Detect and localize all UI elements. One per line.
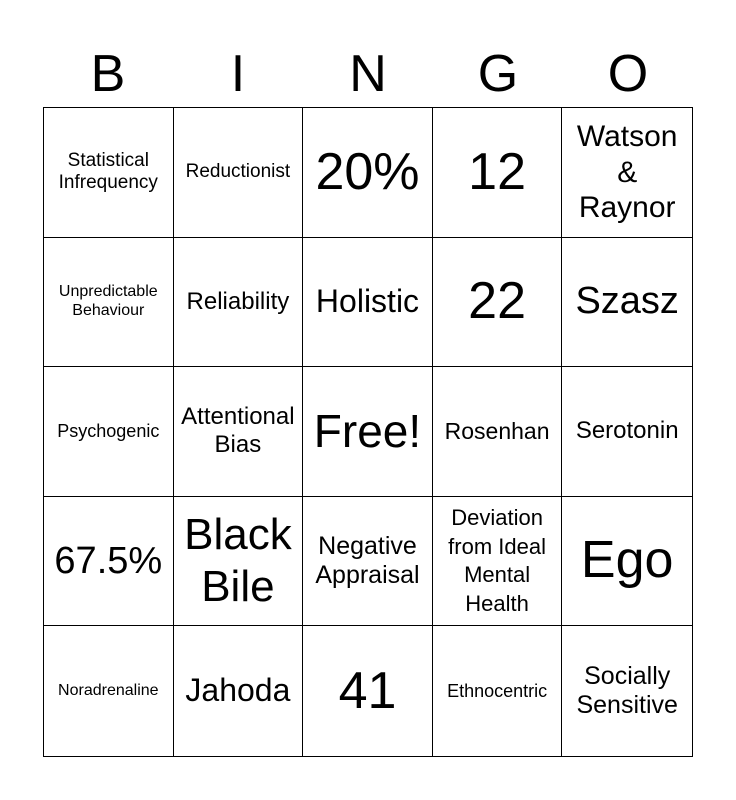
bingo-cell[interactable] <box>174 497 304 627</box>
cell-label: Negative Appraisal <box>315 531 420 590</box>
bingo-cell[interactable] <box>303 238 433 368</box>
cell-label: Ego <box>580 531 674 590</box>
cell-label: Noradrenaline <box>58 681 159 699</box>
bingo-cell[interactable] <box>44 238 174 368</box>
header-letter-n: N <box>349 45 387 103</box>
bingo-header <box>43 40 693 108</box>
cell-label: Attentional Bias <box>181 403 295 459</box>
cell-label: Ethnocentric <box>447 680 548 701</box>
header-letter-b: B <box>90 45 126 103</box>
bingo-cell[interactable] <box>562 626 692 756</box>
header-letter-i: I <box>230 45 246 103</box>
cell-label: Holistic <box>315 283 420 320</box>
bingo-cell[interactable] <box>303 108 433 238</box>
bingo-cell[interactable] <box>303 497 433 627</box>
bingo-cell[interactable] <box>44 497 174 627</box>
cell-label: 20% <box>315 142 420 201</box>
bingo-cell[interactable] <box>433 367 563 497</box>
free-space[interactable] <box>303 367 433 497</box>
cell-label: Psychogenic <box>57 420 160 441</box>
bingo-cell[interactable] <box>562 497 692 627</box>
bingo-cell[interactable] <box>562 367 692 497</box>
bingo-cell[interactable] <box>44 626 174 756</box>
cell-label: Szasz <box>575 280 679 323</box>
cell-label: Black Bile <box>184 510 292 612</box>
bingo-board <box>43 107 693 757</box>
bingo-cell[interactable] <box>174 626 304 756</box>
cell-label: 67.5% <box>54 539 163 582</box>
cell-label: Rosenhan <box>444 417 550 444</box>
cell-label: Deviation from Ideal Mental Health <box>448 504 546 616</box>
cell-label: Reliability <box>186 287 290 315</box>
bingo-cell[interactable] <box>174 238 304 368</box>
bingo-cell[interactable] <box>433 108 563 238</box>
cell-label: Statistical Infrequency <box>58 149 158 194</box>
bingo-cell[interactable] <box>44 367 174 497</box>
cell-label: 12 <box>468 142 527 201</box>
bingo-cell[interactable] <box>562 108 692 238</box>
header-letter-o: O <box>607 45 649 103</box>
cell-label: Jahoda <box>185 672 291 709</box>
bingo-cell[interactable] <box>303 626 433 756</box>
cell-label: 22 <box>468 272 527 331</box>
cell-label: Unpredictable Behaviour <box>58 283 158 319</box>
bingo-cell[interactable] <box>44 108 174 238</box>
bingo-cell[interactable] <box>562 238 692 368</box>
bingo-cell[interactable] <box>433 626 563 756</box>
bingo-cell[interactable] <box>174 367 304 497</box>
cell-label: Socially Sensitive <box>576 661 678 720</box>
bingo-cell[interactable] <box>433 238 563 368</box>
cell-label: Free! <box>313 405 422 458</box>
cell-label: 41 <box>338 661 397 720</box>
cell-label: Serotonin <box>575 417 679 445</box>
header-letter-g: G <box>477 45 519 103</box>
cell-label: Reductionist <box>185 161 291 183</box>
bingo-cell[interactable] <box>174 108 304 238</box>
bingo-cell[interactable] <box>433 497 563 627</box>
cell-label: Watson & Raynor <box>576 120 678 224</box>
